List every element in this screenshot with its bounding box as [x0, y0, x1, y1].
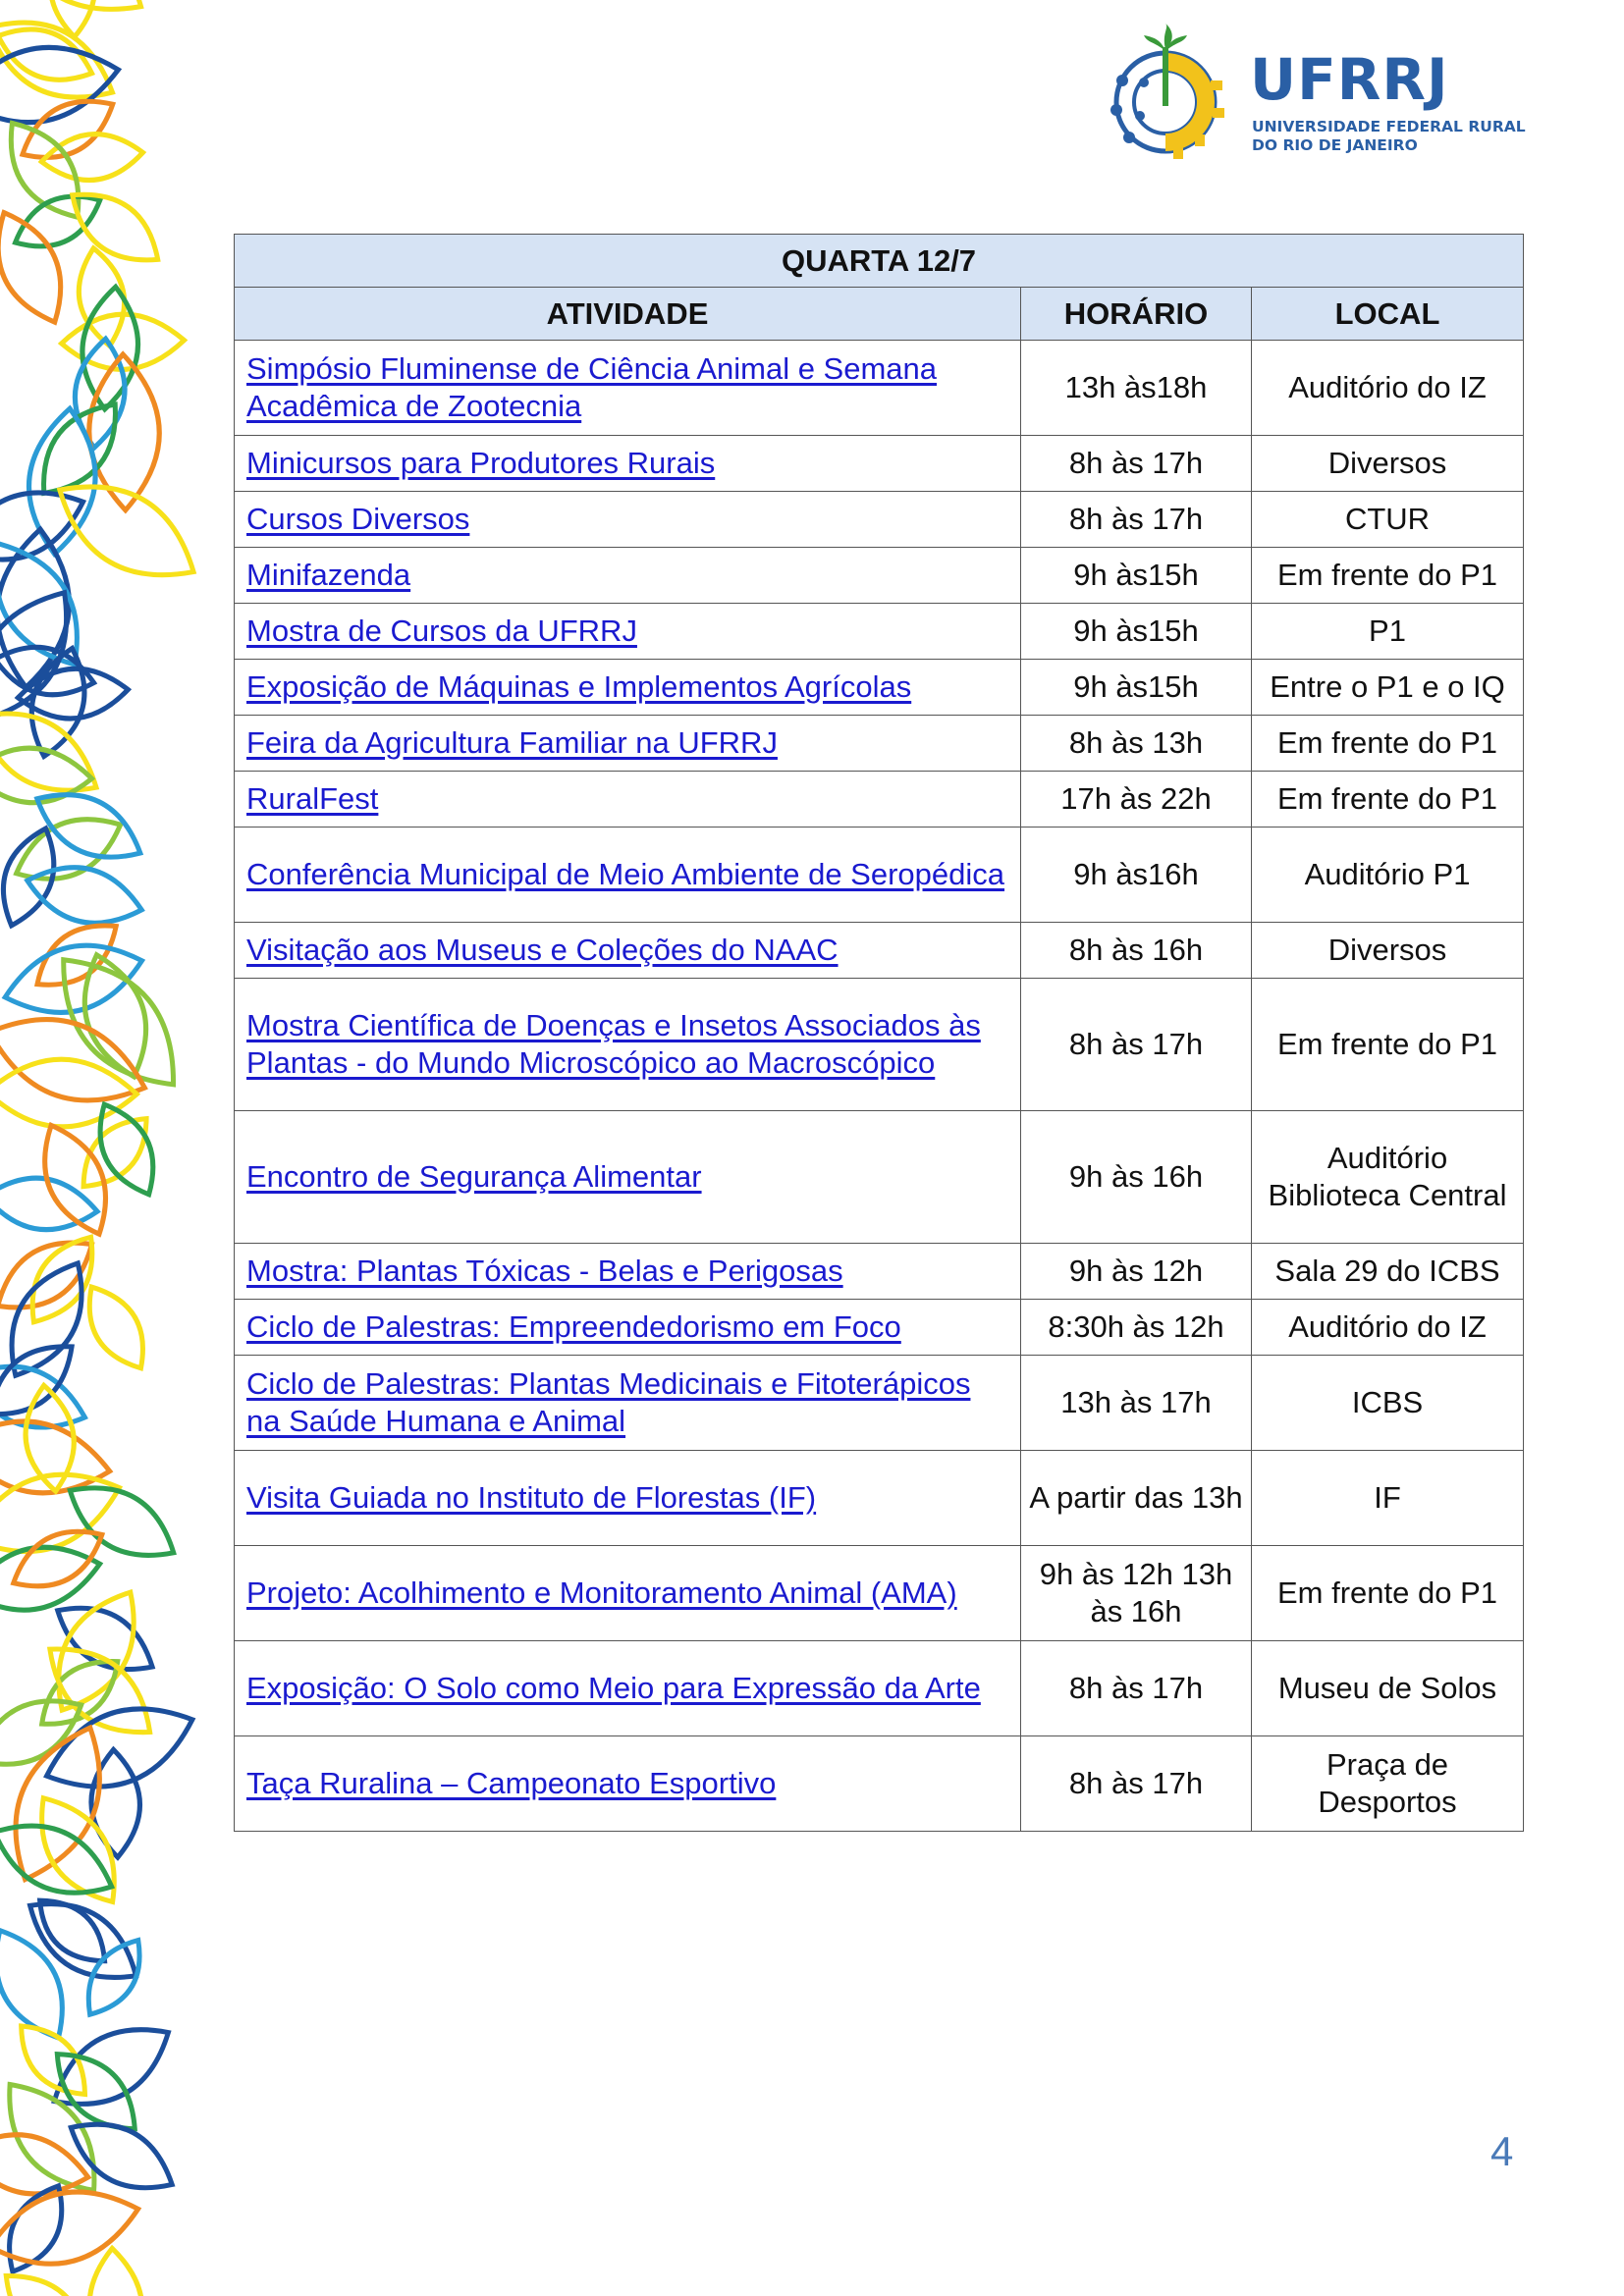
activity-link[interactable]: Mostra Científica de Doenças e Insetos Associados às Plantas - do Mundo Microscópico ao Macroscópico	[235, 979, 1021, 1111]
header-place: LOCAL	[1252, 288, 1524, 341]
table-title-row	[235, 235, 1524, 288]
decorative-petal	[56, 1468, 188, 1576]
activity-time: 8h às 17h	[1021, 979, 1252, 1111]
activity-place: IF	[1252, 1451, 1524, 1546]
activity-link[interactable]: Minifazenda	[235, 548, 1021, 604]
table-row	[235, 923, 1524, 979]
table-row	[235, 1111, 1524, 1244]
activity-link[interactable]: Projeto: Acolhimento e Monitoramento Animal (AMA)	[235, 1546, 1021, 1641]
decorative-petal	[58, 176, 172, 279]
header-time: HORÁRIO	[1021, 288, 1252, 341]
activity-place: Auditório do IZ	[1252, 341, 1524, 436]
decorative-petal	[20, 642, 96, 763]
activity-time: 8:30h às 12h	[1021, 1300, 1252, 1356]
activity-place: Auditório do IZ	[1252, 1300, 1524, 1356]
table-row	[235, 492, 1524, 548]
decorative-petal	[74, 1276, 159, 1379]
activity-link[interactable]: Conferência Municipal de Meio Ambiente de Seropédica	[235, 828, 1021, 923]
table-row	[235, 1356, 1524, 1451]
activity-time: 9h às 16h	[1021, 1111, 1252, 1244]
activity-time: 9h às15h	[1021, 604, 1252, 660]
activity-link[interactable]: Feira da Agricultura Familiar na UFRRJ	[235, 716, 1021, 772]
table-row	[235, 1244, 1524, 1300]
activity-place: Sala 29 do ICBS	[1252, 1244, 1524, 1300]
activity-place: CTUR	[1252, 492, 1524, 548]
activity-place: Entre o P1 e o IQ	[1252, 660, 1524, 716]
activity-place: Em frente do P1	[1252, 979, 1524, 1111]
table-row	[235, 1451, 1524, 1546]
activity-place: Em frente do P1	[1252, 1546, 1524, 1641]
table-row	[235, 828, 1524, 923]
activity-place: Em frente do P1	[1252, 716, 1524, 772]
header-activity: ATIVIDADE	[235, 288, 1021, 341]
table-row	[235, 436, 1524, 492]
activity-time: 9h às16h	[1021, 828, 1252, 923]
activity-place: Museu de Solos	[1252, 1641, 1524, 1736]
activity-link[interactable]: Visitação aos Museus e Coleções do NAAC	[235, 923, 1021, 979]
decorative-petal	[27, 1644, 132, 1740]
decorative-petal	[5, 801, 131, 896]
activity-link[interactable]: Taça Ruralina – Campeonato Esportivo	[235, 1736, 1021, 1832]
activity-time: A partir das 13h	[1021, 1451, 1252, 1546]
activity-place: Em frente do P1	[1252, 772, 1524, 828]
activity-time: 9h às15h	[1021, 548, 1252, 604]
activity-link[interactable]: Ciclo de Palestras: Plantas Medicinais e Fitoterápicos na Saúde Humana e Animal	[235, 1356, 1021, 1451]
decorative-petal	[0, 109, 98, 233]
activity-time: 17h às 22h	[1021, 772, 1252, 828]
decorative-petal	[3, 1515, 113, 1603]
decorative-petal	[84, 1095, 170, 1204]
decorative-petal	[0, 201, 80, 334]
table-row	[235, 979, 1524, 1111]
activity-link[interactable]: Cursos Diversos	[235, 492, 1021, 548]
activity-place: ICBS	[1252, 1356, 1524, 1451]
activity-time: 8h às 13h	[1021, 716, 1252, 772]
table-row	[235, 772, 1524, 828]
ufrrj-logo	[1105, 22, 1526, 169]
activity-link[interactable]: Mostra de Cursos da UFRRJ	[235, 604, 1021, 660]
decorative-petal	[21, 855, 148, 935]
decorative-petal	[20, 1783, 135, 1917]
activity-link[interactable]: RuralFest	[235, 772, 1021, 828]
activity-place: P1	[1252, 604, 1524, 660]
activity-link[interactable]: Minicursos para Produtores Rurais	[235, 436, 1021, 492]
table-row	[235, 660, 1524, 716]
logo-subtitle-line1: UNIVERSIDADE FEDERAL RURAL	[1252, 118, 1526, 135]
activity-link[interactable]: Mostra: Plantas Tóxicas - Belas e Perigosas	[235, 1244, 1021, 1300]
table-row	[235, 1546, 1524, 1641]
activity-link[interactable]: Encontro de Segurança Alimentar	[235, 1111, 1021, 1244]
activity-time: 8h às 17h	[1021, 1736, 1252, 1832]
activity-time: 9h às 12h 13h às 16h	[1021, 1546, 1252, 1641]
table-row	[235, 1641, 1524, 1736]
activity-link[interactable]: Simpósio Fluminense de Ciência Animal e Semana Acadêmica de Zootecnia	[235, 341, 1021, 436]
activity-time: 8h às 16h	[1021, 923, 1252, 979]
logo-title: UFRRJ	[1250, 46, 1449, 113]
activity-time: 8h às 17h	[1021, 1641, 1252, 1736]
activity-time: 8h às 17h	[1021, 492, 1252, 548]
table-row	[235, 548, 1524, 604]
activity-link[interactable]: Visita Guiada no Instituto de Florestas (IF)	[235, 1451, 1021, 1546]
activity-place: Praça de Desportos	[1252, 1736, 1524, 1832]
schedule-table	[234, 234, 1524, 1832]
table-row	[235, 341, 1524, 436]
table-row	[235, 604, 1524, 660]
page-number: 4	[1490, 2128, 1514, 2174]
activity-time: 9h às15h	[1021, 660, 1252, 716]
activity-link[interactable]: Exposição: O Solo como Meio para Expressão da Arte	[235, 1641, 1021, 1736]
activity-link[interactable]: Ciclo de Palestras: Empreendedorismo em Foco	[235, 1300, 1021, 1356]
table-row	[235, 1736, 1524, 1832]
activity-time: 8h às 17h	[1021, 436, 1252, 492]
activity-time: 9h às 12h	[1021, 1244, 1252, 1300]
decorative-petal-border	[0, 0, 206, 2296]
activity-place: Auditório P1	[1252, 828, 1524, 923]
logo-subtitle-line2: DO RIO DE JANEIRO	[1252, 136, 1418, 154]
schedule-body	[235, 341, 1524, 1832]
decorative-petal	[69, 1104, 162, 1201]
table-title: QUARTA 12/7	[235, 235, 1524, 288]
table-header-row	[235, 288, 1524, 341]
activity-place: Em frente do P1	[1252, 548, 1524, 604]
activity-link[interactable]: Exposição de Máquinas e Implementos Agrícolas	[235, 660, 1021, 716]
activity-place: Auditório Biblioteca Central	[1252, 1111, 1524, 1244]
activity-time: 13h às 17h	[1021, 1356, 1252, 1451]
activity-place: Diversos	[1252, 436, 1524, 492]
activity-place: Diversos	[1252, 923, 1524, 979]
ufrrj-emblem-icon	[1105, 22, 1242, 169]
table-row	[235, 1300, 1524, 1356]
activity-time: 13h às18h	[1021, 341, 1252, 436]
table-row	[235, 716, 1524, 772]
